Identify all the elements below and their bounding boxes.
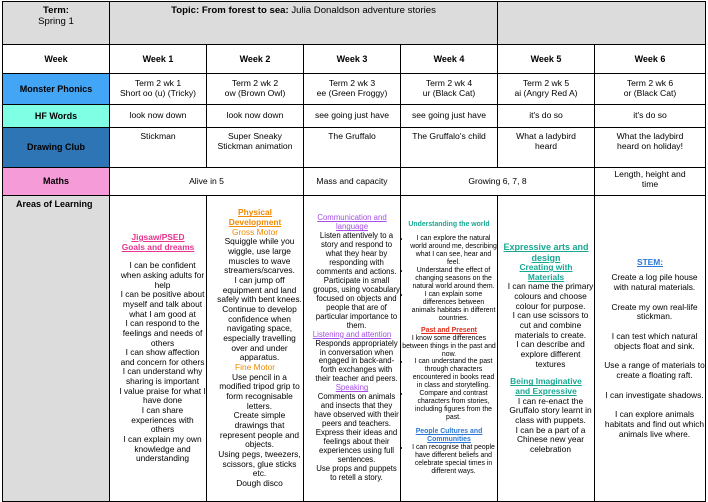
phonics-week-2: Term 2 wk 2 ow (Brown Owl) xyxy=(207,74,304,105)
list-item: • I can be confident when asking adults for help xyxy=(119,261,206,290)
list-item: • I value praise for what I have done xyxy=(119,387,206,406)
hf-week-4: see going just have xyxy=(401,105,498,128)
list-item: • Create my own real-life stickman. xyxy=(604,303,705,322)
understanding-cell xyxy=(401,196,498,502)
list-item: • I can recognise that people have different beliefs and celebrate special times in different ways. xyxy=(410,444,497,476)
list-item: • Participate in small groups, using vocabulary focused on objects and people that are of particular importance to them. xyxy=(313,277,400,331)
list-item: • I can re-enact the Gruffalo story learnt in class with puppets. xyxy=(507,397,594,426)
past-present-heading: Past and Present xyxy=(421,326,477,334)
hf-words-label: HF Words xyxy=(3,105,110,128)
creating-materials-heading: Creating with Materials xyxy=(519,262,573,282)
list-item: • Responds appropriately in conversation when engaged in back-and-forth exchanges with their teacher and peers. xyxy=(313,340,400,385)
speaking-list xyxy=(304,393,400,483)
list-item: • Continue to develop confidence when navigating space, especially travelling over and under apparatus. xyxy=(216,305,303,363)
understanding-heading: Understanding the world xyxy=(408,221,490,229)
week-3: Week 3 xyxy=(304,45,401,74)
expressive-cell xyxy=(498,196,595,502)
understanding-list xyxy=(401,235,497,322)
week-label: Week xyxy=(3,45,110,74)
phonics-row xyxy=(3,74,706,105)
list-item: • Create simple drawings that represent people and objects. xyxy=(216,411,303,450)
jigsaw-heading: Jigsaw/PSED Goals and dreams xyxy=(121,231,195,252)
week-4: Week 4 xyxy=(401,45,498,74)
drawing-week-6: What the ladybird heard on holiday! xyxy=(595,128,706,168)
maths-length: Length, height and time xyxy=(595,168,706,196)
topic-prefix: Topic: From forest to sea: xyxy=(171,5,289,16)
drawing-week-3: The Gruffalo xyxy=(304,128,401,168)
week-5: Week 5 xyxy=(498,45,595,74)
jigsaw-list xyxy=(110,261,206,464)
hf-week-1: look now down xyxy=(110,105,207,128)
list-item: • I can understand why sharing is important xyxy=(119,367,206,386)
listening-heading: Listening and attention xyxy=(312,329,392,339)
physical-heading: Physical Development xyxy=(228,207,282,228)
list-item: • I can test which natural objects float and sink. xyxy=(604,332,705,351)
people-cultures-heading: People Cultures and Communities xyxy=(415,427,483,443)
list-item: • I can be a part of a Chinese new year celebration xyxy=(507,426,594,455)
term-label: Term: xyxy=(43,5,69,16)
communication-cell xyxy=(304,196,401,502)
stem-heading: STEM: xyxy=(636,256,664,267)
hf-week-5: it's do so xyxy=(498,105,595,128)
stem-list xyxy=(595,273,705,439)
creating-materials-list xyxy=(498,282,594,369)
list-item: • I can explain my own knowledge and understanding xyxy=(119,435,206,464)
gross-motor-heading: Gross Motor xyxy=(231,226,279,237)
list-item: • Use props and puppets to retell a story. xyxy=(313,465,400,483)
term-cell xyxy=(3,2,110,45)
drawing-club-row xyxy=(3,128,706,168)
topic-title: Julia Donaldson adventure stories xyxy=(288,5,436,16)
list-item: • I can share experiences with others xyxy=(119,406,206,435)
topic-cell xyxy=(110,2,498,45)
list-item: • I can explain some differences between animals habitats in different countries. xyxy=(410,291,497,323)
fine-motor-list xyxy=(207,373,303,489)
speaking-heading: Speaking xyxy=(335,383,369,393)
phonics-week-1: Term 2 wk 1 Short oo (u) (Tricky) xyxy=(110,74,207,105)
hf-week-6: it's do so xyxy=(595,105,706,128)
list-item: • I can jump off equipment and land safely with bent knees. xyxy=(216,276,303,305)
list-item: • Comments on animals and insects that they have observed with their peers and teachers. xyxy=(313,393,400,429)
list-item: • Using pegs, tweezers, scissors, glue sticks etc. xyxy=(216,450,303,479)
list-item: • I can describe and explore different textures xyxy=(507,340,594,369)
drawing-week-1: Stickman xyxy=(110,128,207,168)
week-6: Week 6 xyxy=(595,45,706,74)
gross-motor-list xyxy=(207,237,303,363)
jigsaw-cell xyxy=(110,196,207,502)
drawing-week-2: Super Sneaky Stickman animation xyxy=(207,128,304,168)
listening-list xyxy=(304,340,400,385)
list-item: • Express their ideas and feelings about their experiences using full sentences. xyxy=(313,429,400,465)
areas-label: Areas of Learning xyxy=(3,196,110,502)
list-item: • Compare and contrast characters from stories, including figures from the past. xyxy=(410,390,497,422)
list-item: • Listen attentively to a story and respond to what they hear by responding with comments and actions. xyxy=(313,232,400,277)
week-2: Week 2 xyxy=(207,45,304,74)
people-cultures-list xyxy=(401,444,497,476)
list-item: • I can respond to the feelings and needs of others xyxy=(119,319,206,348)
list-item: • Use a range of materials to create a floating raft. xyxy=(604,361,705,380)
list-item: • Squiggle while you wiggle, use large muscles to wave streamers/scarves. xyxy=(216,237,303,276)
hf-week-2: look now down xyxy=(207,105,304,128)
phonics-label: Monster Phonics xyxy=(3,74,110,105)
drawing-week-4: The Gruffalo's child xyxy=(401,128,498,168)
maths-mass-capacity: Mass and capacity xyxy=(304,168,401,196)
drawing-week-5: What a ladybird heard xyxy=(498,128,595,168)
physical-cell xyxy=(207,196,304,502)
list-item: • I can explore animals habitats and find out which animals live where. xyxy=(604,410,705,439)
phonics-week-4: Term 2 wk 4 ur (Black Cat) xyxy=(401,74,498,105)
phonics-week-3: Term 2 wk 3 ee (Green Froggy) xyxy=(304,74,401,105)
phonics-week-5: Term 2 wk 5 ai (Angry Red A) xyxy=(498,74,595,105)
hf-words-row xyxy=(3,105,706,128)
past-present-list xyxy=(401,358,497,422)
list-item: • Use pencil in a modified tripod grip to form recognisable letters. xyxy=(216,373,303,412)
list-item: • I can understand the past through characters encountered in books read in class and storytelling. xyxy=(410,358,497,390)
maths-label: Maths xyxy=(3,168,110,196)
list-item: • I can name the primary colours and choose colour for purpose. xyxy=(507,282,594,311)
list-item: • I can use scissors to cut and combine materials to create. xyxy=(507,311,594,340)
term-row xyxy=(3,2,706,45)
list-item: • I can show affection and concern for others xyxy=(119,348,206,367)
topic-blank-cell xyxy=(498,2,706,45)
hf-week-3: see going just have xyxy=(304,105,401,128)
maths-row xyxy=(3,168,706,196)
curriculum-plan-table xyxy=(2,1,706,502)
maths-growing: Growing 6, 7, 8 xyxy=(401,168,595,196)
week-1: Week 1 xyxy=(110,45,207,74)
stem-cell xyxy=(595,196,706,502)
list-item: • I can investigate shadows. xyxy=(604,391,705,401)
list-item: • Understand the effect of changing seasons on the natural world around them. xyxy=(410,267,497,291)
expressive-heading: Expressive arts and design xyxy=(503,242,589,263)
list-item: • Dough disco xyxy=(216,479,303,489)
imaginative-list xyxy=(498,397,594,455)
fine-motor-heading: Fine Motor xyxy=(234,361,276,372)
past-present-intro: I know some differences between things in the past and now. xyxy=(402,334,496,358)
list-item: • Create a log pile house with natural materials. xyxy=(604,273,705,292)
areas-row xyxy=(3,196,706,502)
communication-heading: Communication and language xyxy=(317,213,387,232)
imaginative-heading: Being Imaginative and Expressive xyxy=(510,376,582,396)
drawing-club-label: Drawing Club xyxy=(3,128,110,168)
communication-list xyxy=(304,232,400,330)
week-row xyxy=(3,45,706,74)
phonics-week-6: Term 2 wk 6 or (Black Cat) xyxy=(595,74,706,105)
list-item: • I can explore the natural world around me, describing what I can see, hear and feel. xyxy=(410,235,497,267)
term-value: Spring 1 xyxy=(38,16,74,28)
list-item: • I can be positive about myself and talk about what I am good at xyxy=(119,290,206,319)
maths-alive-in-5: Alive in 5 xyxy=(110,168,304,196)
